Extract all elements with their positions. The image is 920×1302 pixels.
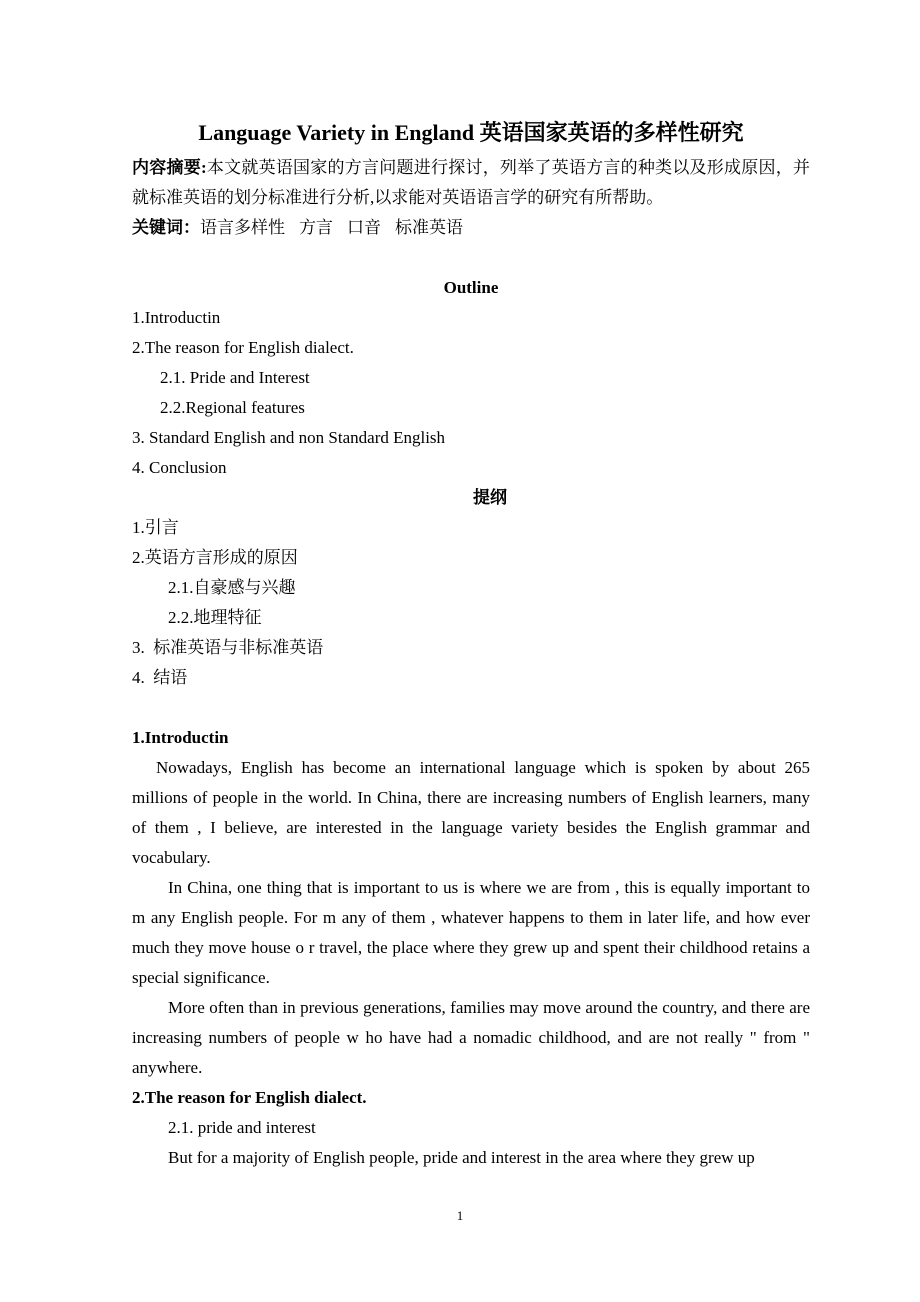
outline-en-heading: Outline — [443, 278, 499, 297]
section-2-1-heading: 2.1. pride and interest — [168, 1118, 316, 1137]
keyword: 方言 — [299, 218, 333, 237]
outline-en-item: 3. Standard English and non Standard English — [132, 428, 446, 447]
section-1-heading: 1.Introductin — [132, 728, 229, 747]
keyword: 语言多样性 — [200, 218, 285, 237]
body-paragraph: But for a majority of English people, pride and interest in the area where they grew up — [168, 1148, 755, 1167]
keyword: 标准英语 — [395, 218, 463, 237]
abstract-label: 内容摘要: — [132, 158, 207, 177]
outline-en-item: 4. Conclusion — [132, 458, 227, 477]
outline-cn-item: 2.英语方言形成的原因 — [132, 548, 298, 567]
body-paragraph: More often than in previous generations, families may move around the country, and there are increasing numbers of people w ho have had a nomadic childhood, and are not really " from " anywhere. — [132, 998, 810, 1077]
body-paragraph: Nowadays, English has become an international language which is spoken by about 265 millions of people in the world. In China, there are increasing numbers of English learners, many of them , I believe, are interested in the language variety besides the English grammar and vocabulary. — [132, 758, 810, 867]
outline-en-item: 2.1. Pride and Interest — [160, 368, 310, 387]
abstract-text: 本文就英语国家的方言问题进行探讨，列举了英语方言的种类以及形成原因，并就标准英语的划分标准进行分析,以求能对英语语言学的研究有所帮助。 — [132, 158, 810, 207]
outline-cn-item: 1.引言 — [132, 518, 179, 537]
page-number: 1 — [456, 1208, 464, 1223]
outline-cn-item: 2.1.自豪感与兴趣 — [168, 578, 296, 597]
outline-en-item: 1.Introductin — [132, 308, 221, 327]
abstract — [132, 153, 810, 213]
outline-en-item: 2.The reason for English dialect. — [132, 338, 354, 357]
section-2-heading: 2.The reason for English dialect. — [132, 1088, 367, 1107]
outline-en-item: 2.2.Regional features — [160, 398, 305, 417]
keywords-label: 关键词： — [132, 218, 200, 237]
keyword: 口音 — [347, 218, 381, 237]
document-title: Language Variety in England 英语国家英语的多样性研究 — [198, 120, 744, 145]
document-body — [132, 117, 810, 1173]
outline-cn-heading: 提纲 — [473, 488, 507, 507]
body-paragraph: In China, one thing that is important to us is where we are from , this is equally important to m any English people. For m any of them , whatever happens to them in later life, and how ever much they move house o r travel, the place where they grew up and spent their childhood retains a special significance. — [132, 878, 810, 987]
outline-cn-item: 4. 结语 — [132, 668, 188, 687]
keywords-line — [132, 213, 810, 243]
outline-cn-item: 2.2.地理特征 — [168, 608, 262, 627]
outline-cn-item: 3. 标准英语与非标准英语 — [132, 638, 324, 657]
